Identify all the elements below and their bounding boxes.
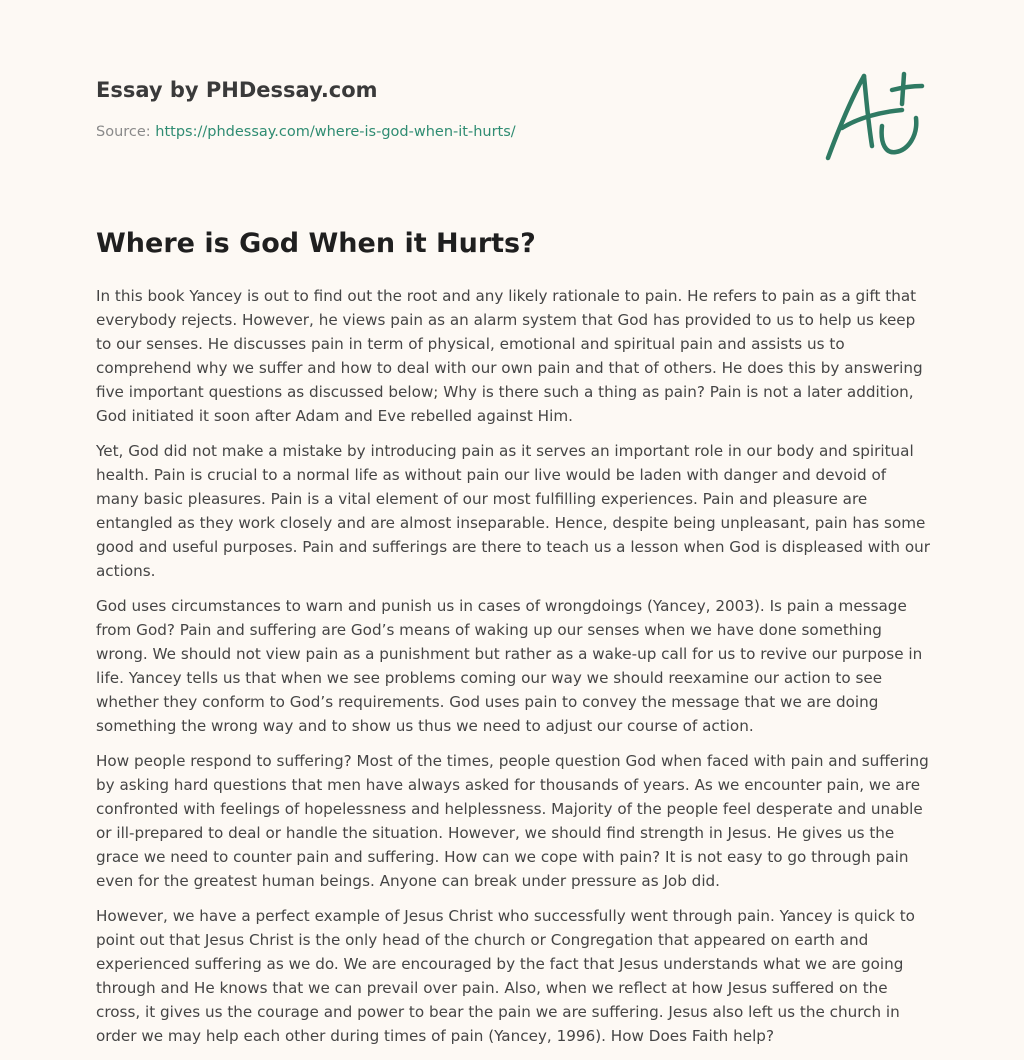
source-link[interactable]: https://phdessay.com/where-is-god-when-it-hurts/ [155, 124, 516, 140]
essay-header [96, 76, 816, 142]
essay-paragraph: However, we have a perfect example of Jesus Christ who successfully went through pain. Yancey is quick to point out that Jesus Christ is the only head of the church or Congregation that appeared on earth and experienced suffering as we do. We are encouraged by the fact that Jesus understands what we are going through and He knows that we can prevail over pain. Also, when we reflect at how Jesus suffered on the cross, it gives us the courage and power to bear the pain we are suffering. Jesus also left us the church in order we may help each other during times of pain (Yancey, 1996). How Does Faith help? [96, 907, 915, 1045]
essay-paragraph: How people respond to suffering? Most of the times, people question God when faced with pain and suffering by asking hard questions that men have always asked for thousands of years. As we encounter pain, we are confronted with feelings of hopelessness and helplessness. Majority of the people feel desperate and unable or ill-prepared to deal or handle the situation. However, we should find strength in Jesus. He gives us the grace we need to counter pain and suffering. How can we cope with pain? It is not easy to go through pain even for the greatest human beings. Anyone can break under pressure as Job did. [96, 752, 929, 890]
essay-paragraph: Yet, God did not make a mistake by introducing pain as it serves an important role in our body and spiritual health. Pain is crucial to a normal life as without pain our live would be laden with danger and devoid of many basic pleasures. Pain is a vital element of our most fulfilling experiences. Pain and pleasure are entangled as they work closely and are almost inseparable. Hence, despite being unpleasant, pain has some good and useful purposes. Pain and sufferings are there to teach us a lesson when God is displeased with our actions. [96, 442, 930, 580]
a-plus-logo-icon [820, 66, 930, 166]
source-label: Source: [96, 124, 151, 140]
essay-body [96, 284, 932, 1059]
brand-title: Essay by PHDessay.com [96, 78, 378, 102]
essay-title: Where is God When it Hurts? [96, 228, 536, 259]
essay-paragraph: In this book Yancey is out to find out the root and any likely rationale to pain. He refers to pain as a gift that everybody rejects. However, he views pain as an alarm system that God has provided to us to help us keep to our senses. He discusses pain in term of physical, emotional and spiritual pain and assists us to comprehend why we suffer and how to deal with our own pain and that of others. He does this by answering five important questions as discussed below; Why is there such a thing as pain? Pain is not a later addition, God initiated it soon after Adam and Eve rebelled against Him. [96, 287, 923, 425]
source-line [96, 122, 816, 142]
essay-paragraph: God uses circumstances to warn and punish us in cases of wrongdoings (Yancey, 2003). Is pain a message from God? Pain and suffering are God’s means of waking up our senses when we have done something wrong. We should not view pain as a punishment but rather as a wake-up call for us to revive our purpose in life. Yancey tells us that when we see problems coming our way we should reexamine our action to see whether they conform to God’s requirements. God uses pain to convey the message that we are doing something the wrong way and to show us thus we need to adjust our course of action. [96, 597, 923, 735]
